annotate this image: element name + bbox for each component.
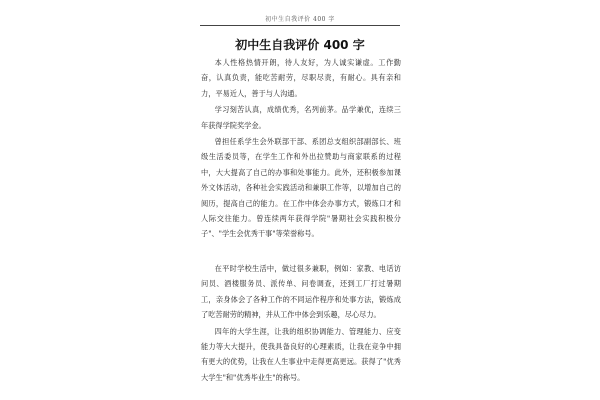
page-title: 初中生自我评价 400 字 <box>235 38 365 52</box>
header-divider <box>200 25 400 26</box>
paragraph-personality: 本人性格热情开朗，待人友好，为人诚实谦虚。工作勤奋，认真负责，能吃苦耐劳，尽职尽责，有耐心。具有亲和力，平易近人，善于与人沟通。 <box>201 58 401 98</box>
running-header: 初中生自我评价 400 字 <box>265 16 335 23</box>
paragraph-part-time: 在平时学校生活中，做过很多兼职，例如：家教、电话访问员、酒楼服务员、派传单、问卷调查，还到工厂打过暑期工，亲身体会了各种工作的不同运作程序和处事方法，锻炼成了吃苦耐劳的精神，并从工作中体会到乐趣，尽心尽力。 <box>201 263 401 320</box>
paragraph-study: 学习刻苦认真，成绩优秀，名列前茅。品学兼优，连续三年获得学院奖学金。 <box>201 105 401 130</box>
paragraph-student-union: 曾担任系学生会外联部干部、系团总支组织部副部长、班级生活委员等，在学生工作和外出拉赞助与商家联系的过程中，大大提高了自己的办事和处事能力。此外，还积极参加课外文体活动，各种社会实践活动和兼职工作等，以增加自己的阅历，提高自己的能力。在工作中体会办事方式，锻炼口才和人际交往能力。曾连续两年获得学院"暑期社会实践积极分子"、"学生会优秀干事"等荣誉称号。 <box>201 137 401 239</box>
document-body <box>201 55 401 385</box>
paragraph-summary: 四年的大学生涯，让我的组织协调能力、管理能力、应变能力等大大提升，使我具备良好的心理素质，让我在竞争中拥有更大的优势，让我在人生事业中走得更高更远。获得了"优秀大学生"和"优秀毕业生"的称号。 <box>201 326 401 382</box>
